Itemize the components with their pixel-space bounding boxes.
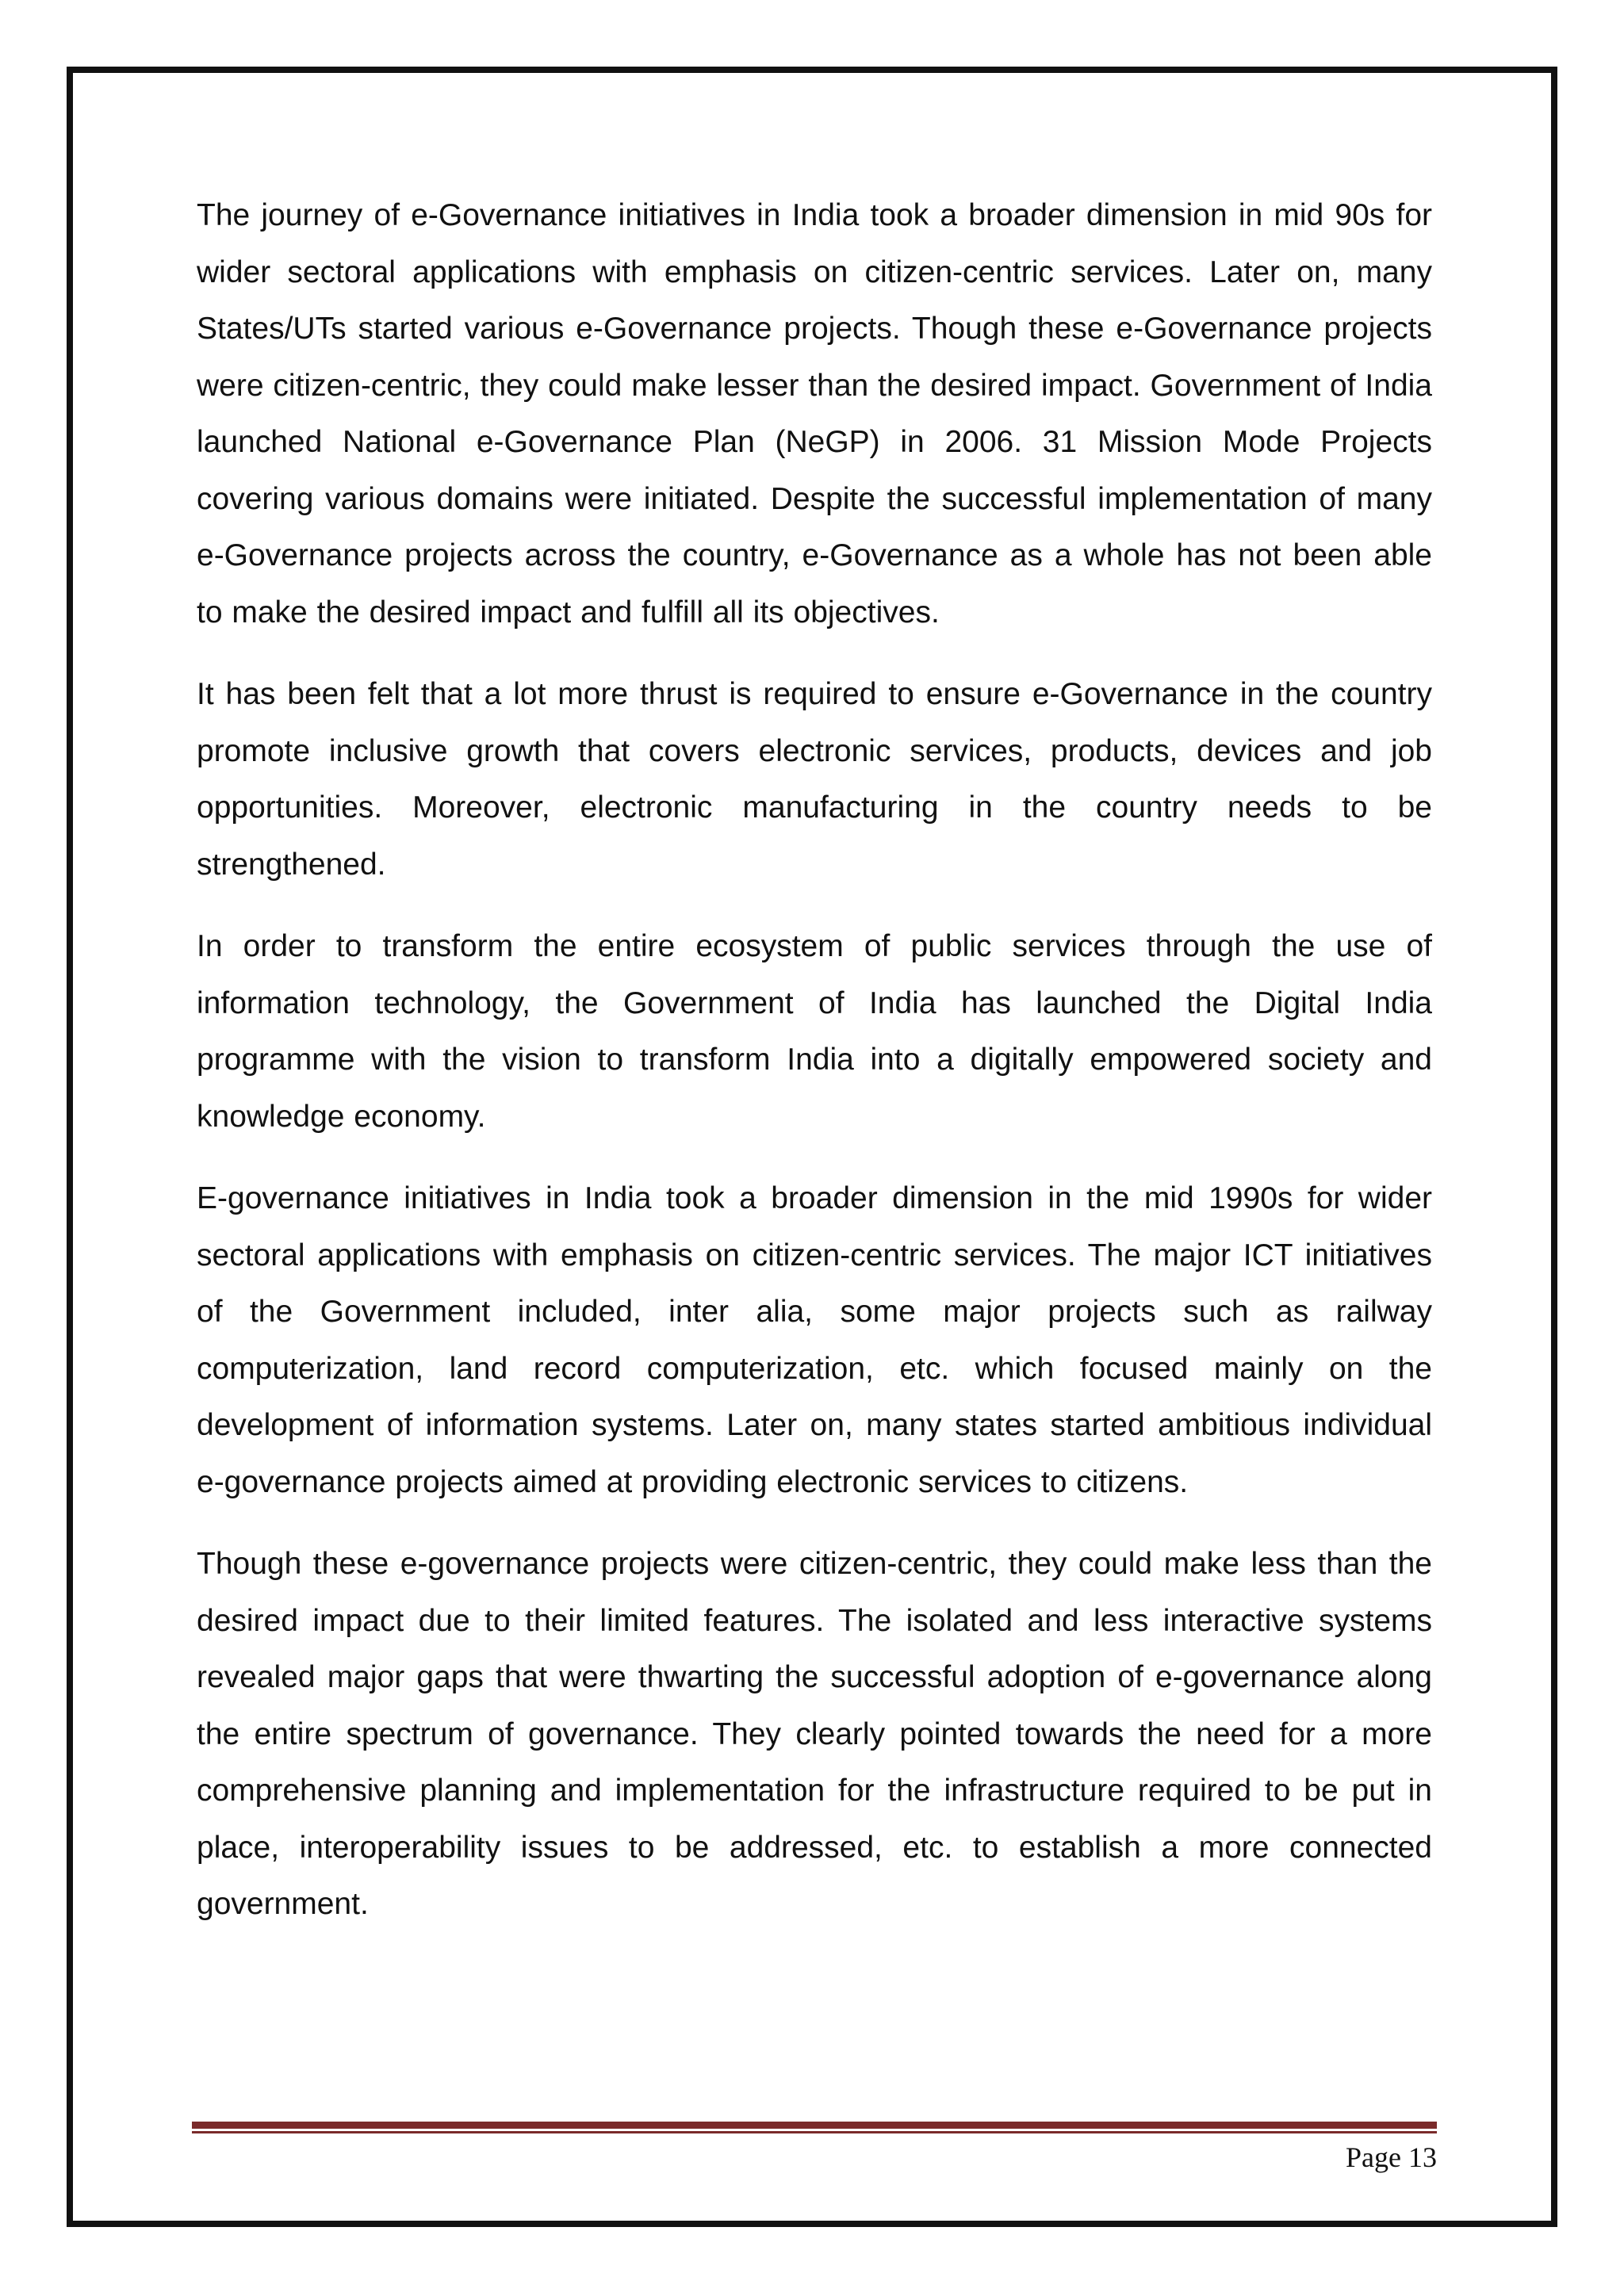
footer-rule <box>192 2122 1437 2133</box>
footer-rule-thin <box>192 2131 1437 2133</box>
paragraph-5: Though these e-governance projects were citizen-centric, they could make less than the desired impact due to their limited features. The isolated and less interactive systems revealed major gaps that were thwarting the successful adoption of e-governance along the entire spectrum of governance. They clearly pointed towards the need for a more comprehensive planning and implementation for the infrastructure required to be put in place, interoperability issues to be addressed, etc. to establish a more connected government. <box>197 1547 1432 1921</box>
paragraph-1: The journey of e-Governance initiatives in India took a broader dimension in mid 90s for wider sectoral applications with emphasis on citizen-centric services. Later on, many States/UTs started various e-Governance projects. Though these e-Governance projects were citizen-centric, they could make lesser than the desired impact. Government of India launched National e-Governance Plan (NeGP) in 2006. 31 Mission Mode Projects covering various domains were initiated. Despite the successful implementation of many e-Governance projects across the country, e-Governance as a whole has not been able to make the desired impact and fulfill all its objectives. <box>197 198 1432 629</box>
footer-rule-thick <box>192 2122 1437 2129</box>
document-body <box>197 187 1432 1958</box>
paragraph-2: It has been felt that a lot more thrust is required to ensure e-Governance in the country promote inclusive growth that covers electronic services, products, devices and job opportunities. Moreover, electronic manufacturing in the country needs to be strengthened. <box>197 677 1432 882</box>
paragraph-4: E-governance initiatives in India took a broader dimension in the mid 1990s for wider sectoral applications with emphasis on citizen-centric services. The major ICT initiatives of the Government included, inter alia, some major projects such as railway computerization, land record computerization, etc. which focused mainly on the development of information systems. Later on, many states started ambitious individual e-governance projects aimed at providing electronic services to citizens. <box>197 1181 1432 1499</box>
paragraph-3: In order to transform the entire ecosystem of public services through the use of information technology, the Government of India has launched the Digital India programme with the vision to transform India into a digitally empowered society and knowledge economy. <box>197 929 1432 1134</box>
page-number: Page 13 <box>1346 2141 1437 2173</box>
